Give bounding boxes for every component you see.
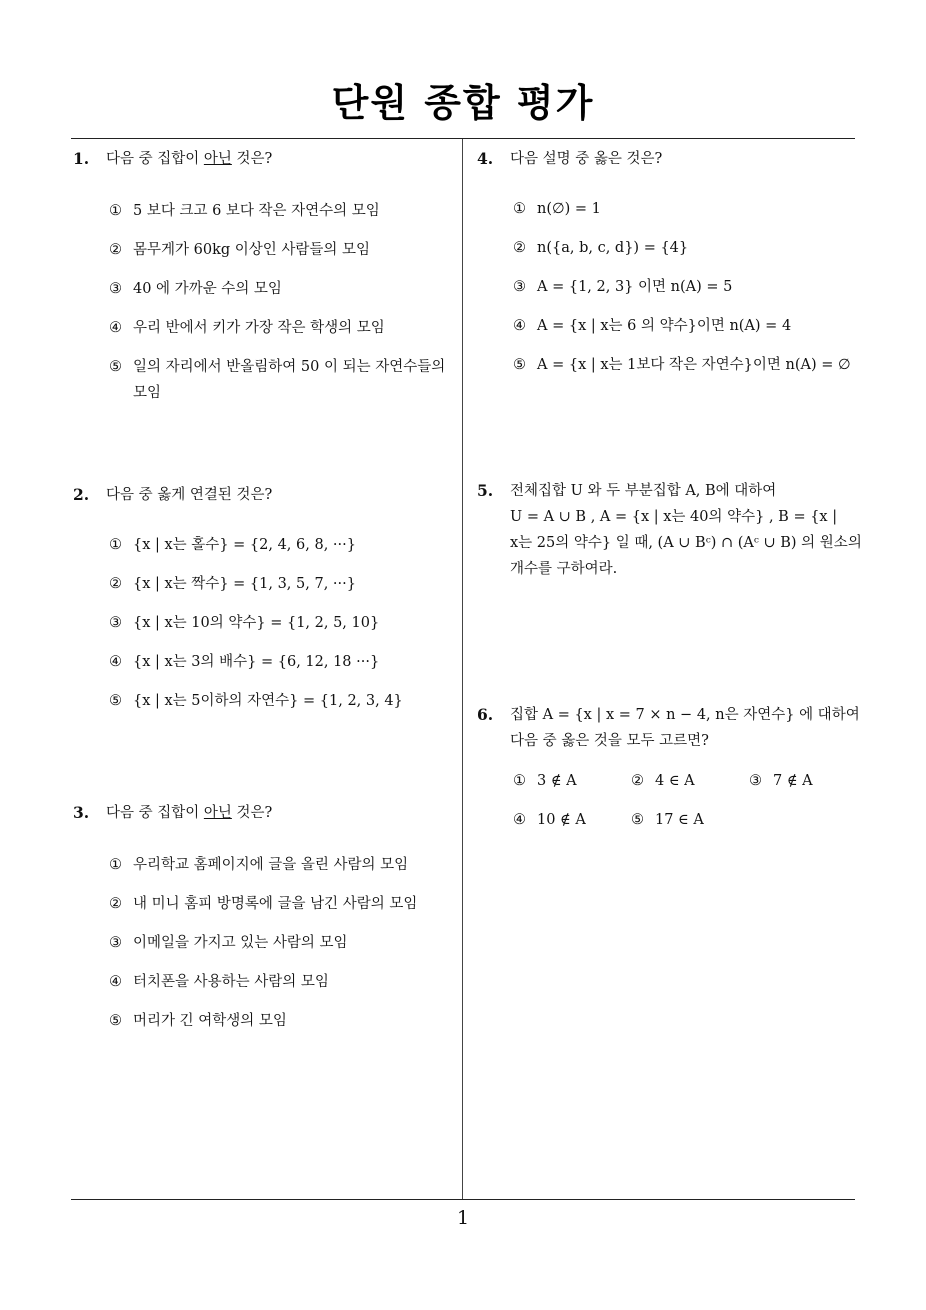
question-5 [477,478,862,582]
question-number: 4. [477,149,494,168]
option-5[interactable]: ⑤ A = {x | x는 1보다 작은 자연수}이면 n(A) = ∅ [513,357,851,373]
question-stem: 다음 중 집합이 아닌 것은? [106,805,273,821]
question-number: 5. [477,481,494,500]
option-list [109,852,448,1034]
option-2[interactable]: ② 4 ∈ A [631,773,695,789]
question-stem: 다음 중 집합이 아닌 것은? [106,151,273,167]
option-list [513,196,857,378]
page-title: 단원 종합 평가 [331,81,595,125]
option-3[interactable]: ③ A = {1, 2, 3} 이면 n(A) = 5 [513,279,733,295]
bottom-divider [71,1199,855,1200]
option-1[interactable]: ① 우리학교 홈페이지에 글을 올린 사람의 모임 [109,857,409,873]
option-1[interactable]: ① n(∅) = 1 [513,201,601,217]
option-3[interactable]: ③ 이메일을 가지고 있는 사람의 모임 [109,935,348,951]
option-2[interactable]: ② 몸무게가 60kg 이상인 사람들의 모임 [109,242,371,258]
question-3 [73,800,448,1047]
question-number: 1. [73,149,90,168]
option-4[interactable]: ④ 터치폰을 사용하는 사람의 모임 [109,974,329,990]
question-stem: 전체집합 U 와 두 부분집합 A, B에 대하여 U = A ∪ B , A = {x | x는 40의 약수} , B = {x | x는 25의 약수} 일 때, (A ∪ Bᶜ) ∩ (Aᶜ ∪ B) 의 원소의 개수를 구하여라. [510,483,862,577]
page-number: 1 [456,1207,470,1229]
option-4[interactable]: ④ 10 ∉ A [513,812,586,828]
option-5[interactable]: ⑤ 일의 자리에서 반올림하여 50 이 되는 자연수들의 모임 [109,359,446,401]
option-1[interactable]: ① {x | x는 홀수} = {2, 4, 6, 8, ···} [109,537,356,553]
option-5[interactable]: ⑤ {x | x는 5이하의 자연수} = {1, 2, 3, 4} [109,693,403,709]
option-4[interactable]: ④ 우리 반에서 키가 가장 작은 학생의 모임 [109,320,385,336]
option-1[interactable]: ① 5 보다 크고 6 보다 작은 자연수의 모임 [109,203,380,219]
option-grid [513,768,862,833]
option-2[interactable]: ② n({a, b, c, d}) = {4} [513,240,689,256]
question-6 [477,702,862,833]
question-number: 6. [477,705,494,724]
option-list [109,532,448,714]
question-stem: 다음 중 옳게 연결된 것은? [106,487,273,503]
question-stem: 다음 설명 중 옳은 것은? [510,151,663,167]
question-stem: 집합 A = {x | x = 7 × n − 4, n은 자연수} 에 대하여 다음 중 옳은 것을 모두 고르면? [510,707,860,749]
option-list [109,198,448,406]
question-number: 2. [73,485,90,504]
option-3[interactable]: ③ {x | x는 10의 약수} = {1, 2, 5, 10} [109,615,380,631]
option-4[interactable]: ④ A = {x | x는 6 의 약수}이면 n(A) = 4 [513,318,792,334]
option-5[interactable]: ⑤ 머리가 긴 여학생의 모임 [109,1013,287,1029]
question-1 [73,146,448,419]
option-2[interactable]: ② 내 미니 홈피 방명록에 글을 남긴 사람의 모임 [109,896,418,912]
option-3[interactable]: ③ 7 ∉ A [749,773,813,789]
option-1[interactable]: ① 3 ∉ A [513,773,577,789]
option-2[interactable]: ② {x | x는 짝수} = {1, 3, 5, 7, ···} [109,576,356,592]
option-4[interactable]: ④ {x | x는 3의 배수} = {6, 12, 18 ···} [109,654,380,670]
question-2 [73,482,448,727]
top-divider [71,138,855,139]
question-4 [477,146,857,391]
option-5[interactable]: ⑤ 17 ∈ A [631,812,704,828]
column-divider [462,139,463,1199]
option-3[interactable]: ③ 40 에 가까운 수의 모임 [109,281,282,297]
question-number: 3. [73,803,90,822]
